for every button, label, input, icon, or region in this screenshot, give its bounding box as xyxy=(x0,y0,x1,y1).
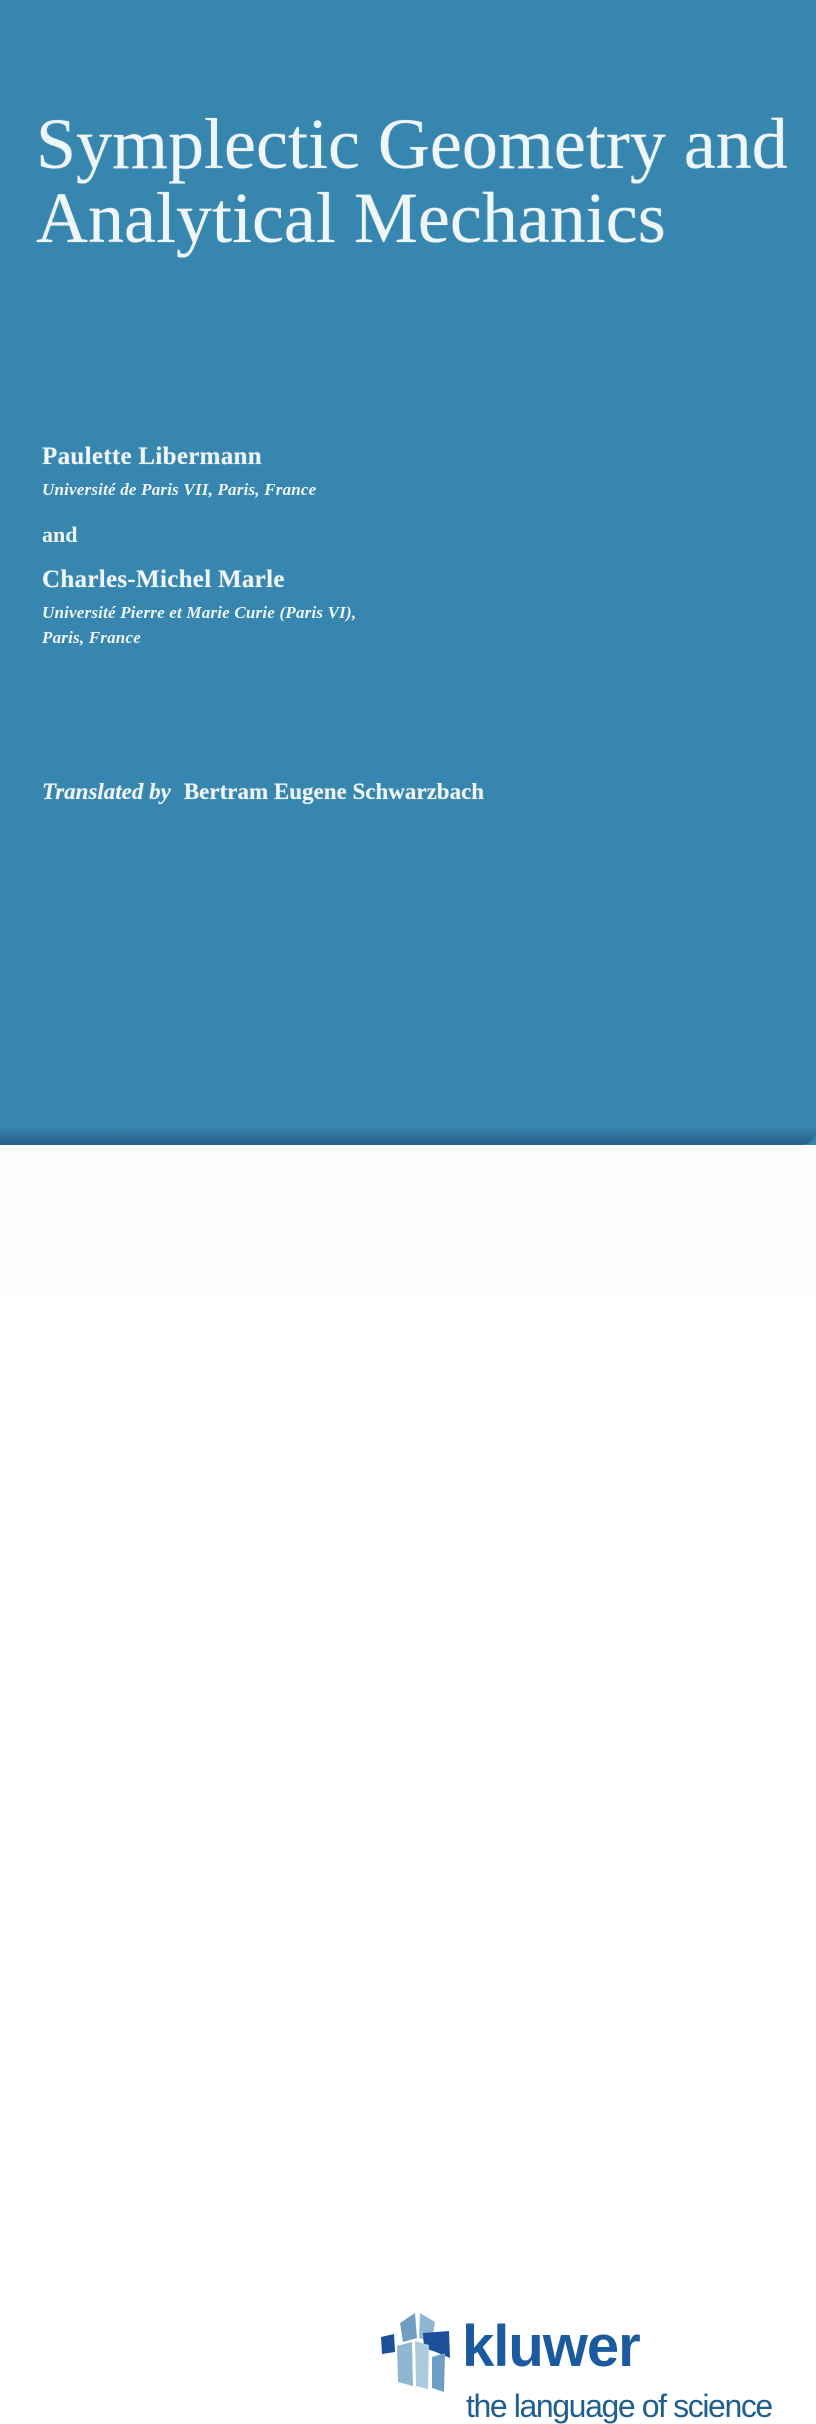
publisher-tagline: the language of science xyxy=(466,2388,772,2424)
author-2-name: Charles-Michel Marle xyxy=(42,566,285,593)
author-conjunction: and xyxy=(42,522,78,547)
book-title-line-1: Symplectic Geometry and xyxy=(36,104,788,184)
translator-name: Bertram Eugene Schwarzbach xyxy=(183,779,485,804)
author-1-name: Paulette Libermann xyxy=(42,443,262,470)
author-2-affiliation-line-2: Paris, France xyxy=(42,628,141,647)
author-block xyxy=(42,444,356,650)
publisher-band xyxy=(0,1145,816,2424)
publisher-wordmark: kluwer xyxy=(462,2314,640,2379)
book-title-line-2: Analytical Mechanics xyxy=(36,178,666,258)
translated-by-label: Translated by xyxy=(42,779,171,804)
cover-bottom-edge xyxy=(0,1126,816,1145)
kluwer-open-books-pinwheel-icon xyxy=(380,2311,452,2403)
author-1-affiliation: Université de Paris VII, Paris, France xyxy=(42,480,317,499)
translator-line xyxy=(42,779,484,805)
author-2-affiliation xyxy=(42,600,356,650)
book-title xyxy=(36,104,788,258)
author-2-affiliation-line-1: Université Pierre et Marie Curie (Paris VI), xyxy=(42,603,357,622)
